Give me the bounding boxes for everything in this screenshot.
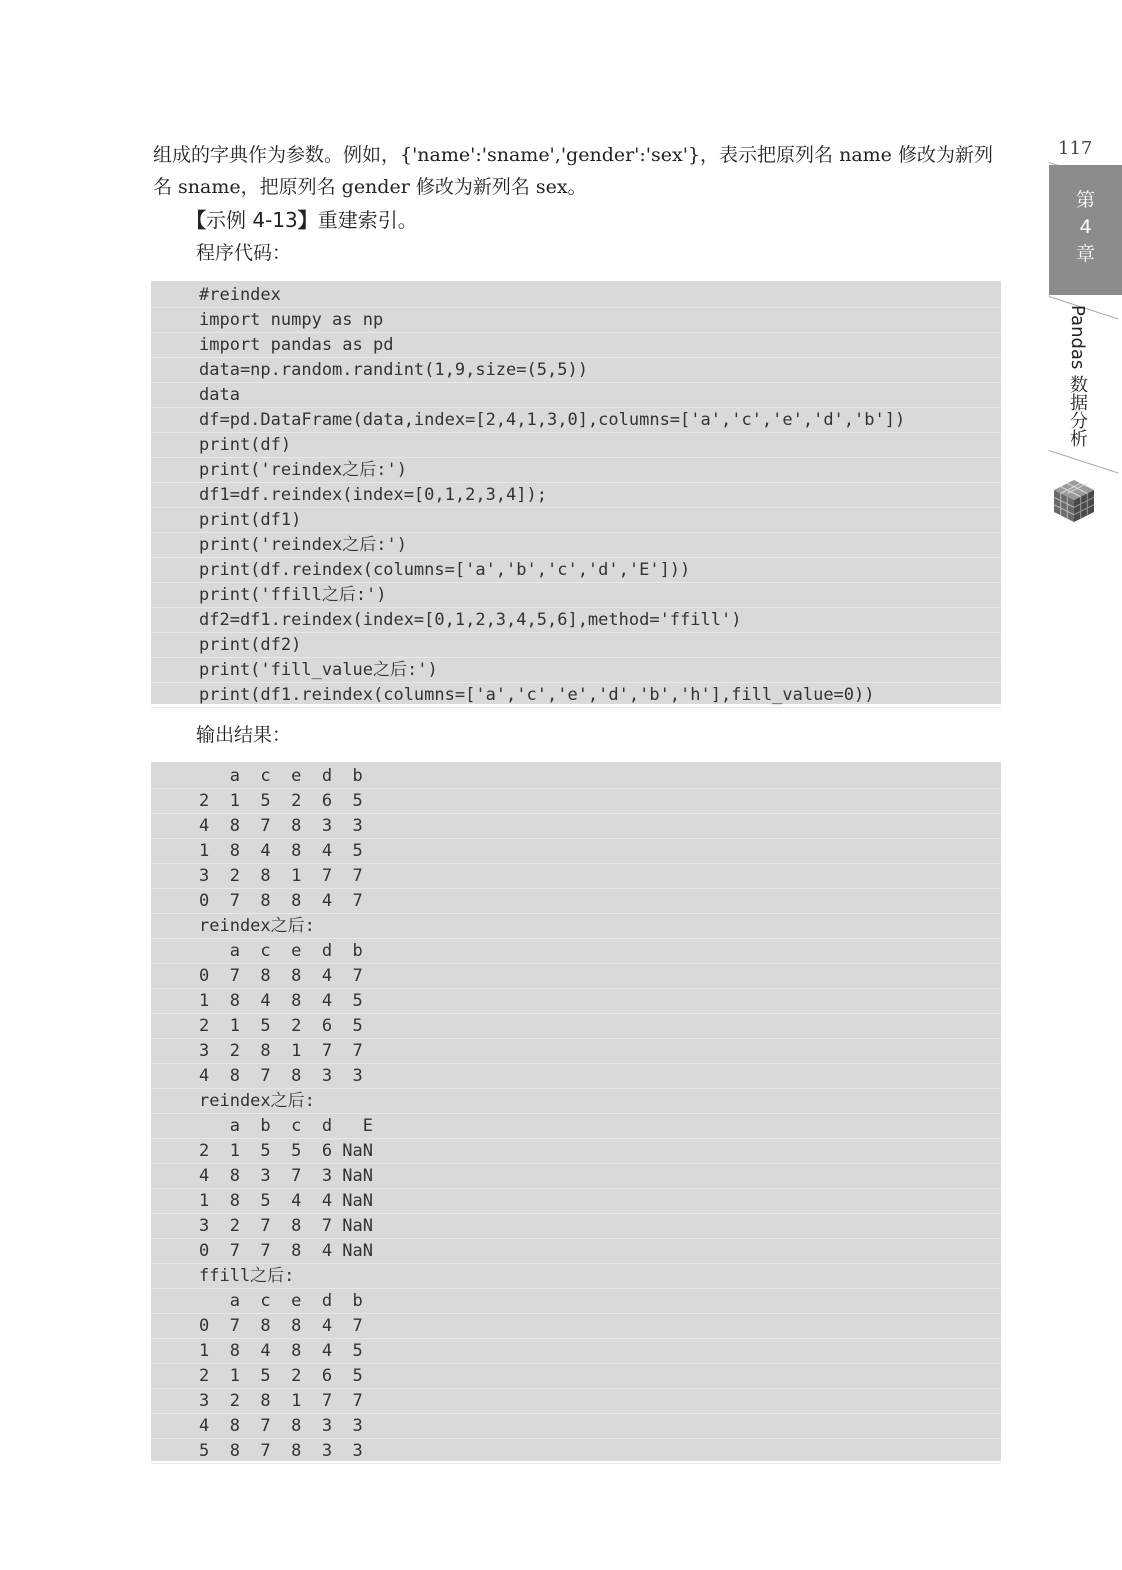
output-line: 2 1 5 5 6 NaN: [151, 1139, 1001, 1164]
code-line: df2=df1.reindex(index=[0,1,2,3,4,5,6],method='ffill'): [151, 608, 1001, 633]
output-line: 2 1 5 2 6 5: [151, 1364, 1001, 1389]
example-label: 示例 4-13: [206, 208, 298, 232]
output-block: [151, 762, 1001, 1461]
code-line: print('reindex之后:'): [151, 533, 1001, 558]
side-title: Pandas 数据分析: [1067, 305, 1088, 448]
output-line: 0 7 8 8 4 7: [151, 889, 1001, 914]
code-line: print('ffill之后:'): [151, 583, 1001, 608]
code-line: #reindex: [151, 283, 1001, 308]
output-line: 2 1 5 2 6 5: [151, 1014, 1001, 1039]
output-line: a c e d b: [151, 939, 1001, 964]
output-line: ffill之后:: [151, 1264, 1001, 1289]
code-block: [151, 281, 1001, 704]
output-line: 4 8 3 7 3 NaN: [151, 1164, 1001, 1189]
output-line: a c e d b: [151, 764, 1001, 789]
code-line: df=pd.DataFrame(data,index=[2,4,1,3,0],columns=['a','c','e','d','b']): [151, 408, 1001, 433]
heading-open-bracket: 【: [186, 208, 206, 232]
output-line: 4 8 7 8 3 3: [151, 1414, 1001, 1439]
code-line: print(df.reindex(columns=['a','b','c','d','E'])): [151, 558, 1001, 583]
output-line: 4 8 7 8 3 3: [151, 1064, 1001, 1089]
output-line: a c e d b: [151, 1289, 1001, 1314]
code-line: print('fill_value之后:'): [151, 658, 1001, 683]
code-line: print(df1.reindex(columns=['a','c','e','d','b','h'],fill_value=0)): [151, 683, 1001, 708]
code-line: print(df2): [151, 633, 1001, 658]
cube-logo-icon: [1052, 478, 1096, 524]
output-line: 3 2 7 8 7 NaN: [151, 1214, 1001, 1239]
output-line: reindex之后:: [151, 1089, 1001, 1114]
output-line: 0 7 8 8 4 7: [151, 964, 1001, 989]
chapter-tab-number: 4: [1079, 216, 1092, 238]
output-line: 0 7 7 8 4 NaN: [151, 1239, 1001, 1264]
intro-paragraph: 组成的字典作为参数。例如，{'name':'sname','gender':'sex'}，表示把原列名 name 修改为新列名 sname，把原列名 gender 修改为新列名 sex。: [153, 144, 993, 198]
output-line: 2 1 5 2 6 5: [151, 789, 1001, 814]
code-line: print('reindex之后:'): [151, 458, 1001, 483]
output-line: a b c d E: [151, 1114, 1001, 1139]
example-heading: [186, 205, 418, 235]
output-line: 5 8 7 8 3 3: [151, 1439, 1001, 1464]
code-line: data: [151, 383, 1001, 408]
output-line: 3 2 8 1 7 7: [151, 1039, 1001, 1064]
chapter-tab: [1049, 165, 1122, 295]
code-line: data=np.random.randint(1,9,size=(5,5)): [151, 358, 1001, 383]
output-line: 1 8 5 4 4 NaN: [151, 1189, 1001, 1214]
example-title: 重建索引。: [317, 208, 418, 232]
margin-rule: [1049, 450, 1119, 474]
code-label: 程序代码：: [196, 242, 292, 264]
output-line: 1 8 4 8 4 5: [151, 839, 1001, 864]
code-line: import pandas as pd: [151, 333, 1001, 358]
output-line: 0 7 8 8 4 7: [151, 1314, 1001, 1339]
chapter-tab-char: 第: [1075, 189, 1095, 211]
code-line: import numpy as np: [151, 308, 1001, 333]
output-line: 1 8 4 8 4 5: [151, 989, 1001, 1014]
output-line: 1 8 4 8 4 5: [151, 1339, 1001, 1364]
output-label: 输出结果：: [196, 724, 292, 746]
chapter-tab-char: 章: [1075, 243, 1095, 265]
code-line: print(df1): [151, 508, 1001, 533]
output-line: 3 2 8 1 7 7: [151, 864, 1001, 889]
page-number: 117: [1058, 138, 1093, 159]
output-line: reindex之后:: [151, 914, 1001, 939]
output-line: 3 2 8 1 7 7: [151, 1389, 1001, 1414]
code-line: df1=df.reindex(index=[0,1,2,3,4]);: [151, 483, 1001, 508]
output-line: 4 8 7 8 3 3: [151, 814, 1001, 839]
code-line: print(df): [151, 433, 1001, 458]
heading-close-bracket: 】: [297, 208, 318, 232]
